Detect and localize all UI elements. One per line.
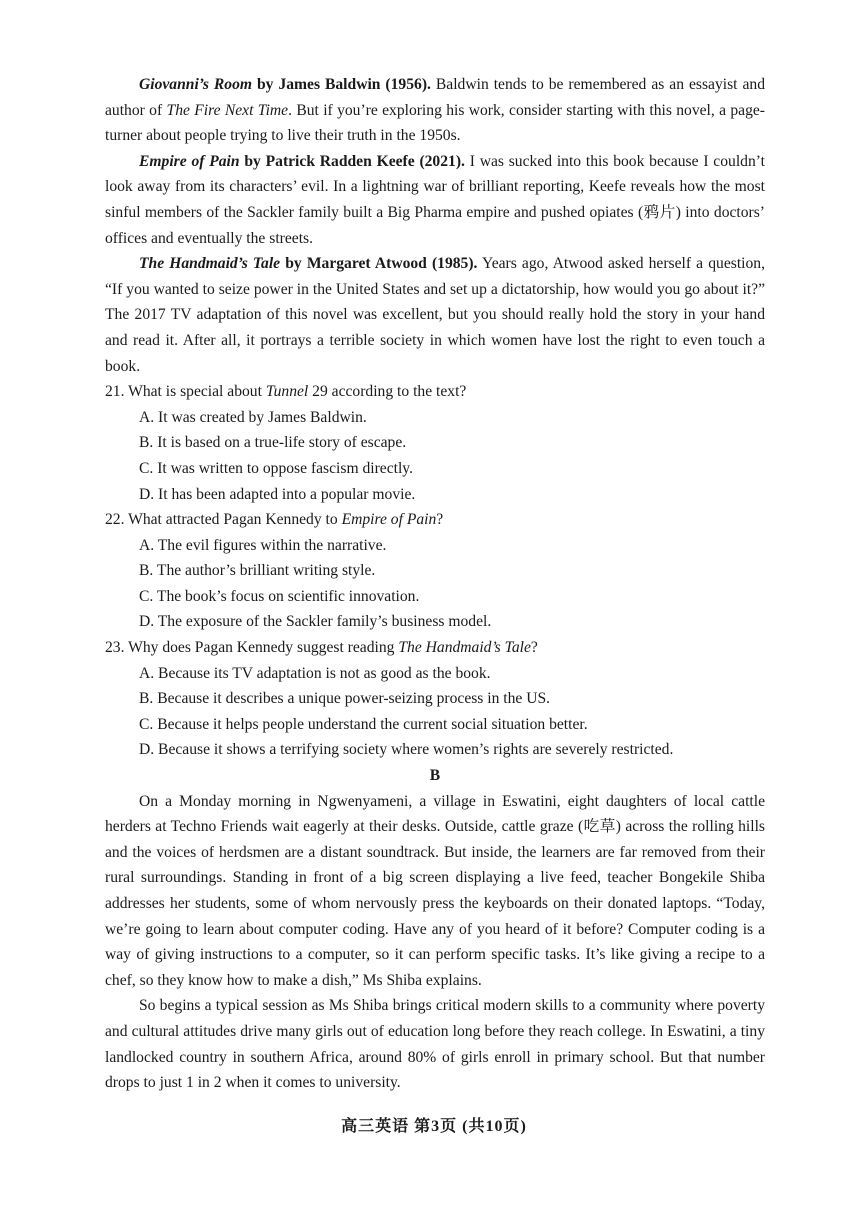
question-stem-end: 29 according to the text? <box>308 383 467 401</box>
question-stem: 22. What attracted Pagan Kennedy to <box>105 511 342 529</box>
option-22-d[interactable]: D. The exposure of the Sackler family’s business model. <box>139 613 492 631</box>
question-stem: 21. What is special about <box>105 383 266 401</box>
book-by: by <box>252 76 279 93</box>
book-title-2: The Fire Next Time <box>166 101 289 119</box>
question-emphasis: The Handmaid’s Tale <box>398 639 531 657</box>
option-23-a[interactable]: A. Because its TV adaptation is not as good as the book. <box>139 664 491 682</box>
page-footer: 高三英语 第3页 (共10页) <box>341 1118 527 1135</box>
passage-paragraph-1: On a Monday morning in Ngwenyameni, a village in Eswatini, eight daughters of local cattle herders at Techno Friends wait eagerly at their desks. Outside, cattle graze (吃草) across the rolling hills and the voices of herdsmen are a distant soundtrack. But inside, the learners are far removed from their rural surroundings. Standing in front of a big screen displaying a live feed, teacher Bongekile Shiba addresses her students, some of whom nervously press the keyboards on their donated laptops. “Today, we’re going to learn about computer coding. Have any of you heard of it before? Computer coding is a way of giving instructions to a computer, so it can perform specific tasks. It’s like giving a recipe to a chef, so they know how to make a dish,” Ms Shiba explains. <box>105 792 765 989</box>
question-22 <box>105 507 765 533</box>
section-heading: B <box>429 767 441 785</box>
option-22-b[interactable]: B. The author’s brilliant writing style. <box>139 562 376 580</box>
option-21-b[interactable]: B. It is based on a true-life story of escape. <box>139 434 407 452</box>
passage-paragraph-2: So begins a typical session as Ms Shiba brings critical modern skills to a community where poverty and cultural attitudes drive many girls out of education long before they reach college. In Eswatini, a tiny landlocked country in southern Africa, around 80% of girls enroll in primary school. But that number drops to just 1 in 2 when it comes to university. <box>105 997 765 1092</box>
question-emphasis: Empire of Pain <box>341 511 437 529</box>
book-by: by <box>239 152 266 170</box>
option-23-d[interactable]: D. Because it shows a terrifying society where women’s rights are severely restricted. <box>139 741 674 759</box>
book-text: Years ago, Atwood asked herself a question, “If you wanted to seize power in the United States and set up a dictatorship, how would you go about it?” The 2017 TV adaptation of this novel was excellent, but you should really hold the story in your hand and read it. After all, it portrays a terrible society in which women have lost the right to even touch a book. <box>105 255 765 375</box>
book-by: by <box>280 255 307 273</box>
option-21-d[interactable]: D. It has been adapted into a popular movie. <box>139 485 416 503</box>
book-author: Margaret Atwood (1985). <box>306 255 478 273</box>
book-text-2: . But if you’re exploring his work, consider starting with this novel, a page-turner about people trying to live their truth in the 1950s. <box>105 101 766 145</box>
option-23-b[interactable]: B. Because it describes a unique power-seizing process in the US. <box>139 690 551 708</box>
book-entry-2 <box>105 149 765 251</box>
question-emphasis: Tunnel <box>265 383 309 401</box>
option-21-c[interactable]: C. It was written to oppose fascism directly. <box>139 459 413 477</box>
book-author: Patrick Radden Keefe (2021). <box>265 152 465 170</box>
book-text: Baldwin tends to be remembered as an essayist and author of <box>105 76 765 119</box>
option-22-a[interactable]: A. The evil figures within the narrative. <box>139 536 387 554</box>
book-text: I was sucked into this book because I couldn’t look away from its characters’ evil. In a lightning war of brilliant reporting, Keefe reveals how the most sinful members of the Sackler family built a Big Pharma empire and pushed opiates (鸦片) into doctors’ offices and eventually the streets. <box>105 152 765 247</box>
question-stem-end: ? <box>530 639 538 657</box>
question-23 <box>105 635 765 661</box>
book-author: James Baldwin (1956). <box>278 76 431 93</box>
book-title: Giovanni’s Room <box>139 76 252 93</box>
book-entry-1 <box>105 72 765 149</box>
question-stem-end: ? <box>436 511 444 529</box>
question-stem: 23. Why does Pagan Kennedy suggest reading <box>105 639 399 657</box>
book-title: Empire of Pain <box>139 152 240 170</box>
option-21-a[interactable]: A. It was created by James Baldwin. <box>139 408 367 426</box>
option-22-c[interactable]: C. The book’s focus on scientific innovation. <box>139 587 420 605</box>
option-23-c[interactable]: C. Because it helps people understand the current social situation better. <box>139 715 588 733</box>
question-21 <box>105 379 765 405</box>
book-title: The Handmaid’s Tale <box>139 255 281 273</box>
book-entry-3 <box>105 251 765 379</box>
exam-page <box>105 72 765 1096</box>
